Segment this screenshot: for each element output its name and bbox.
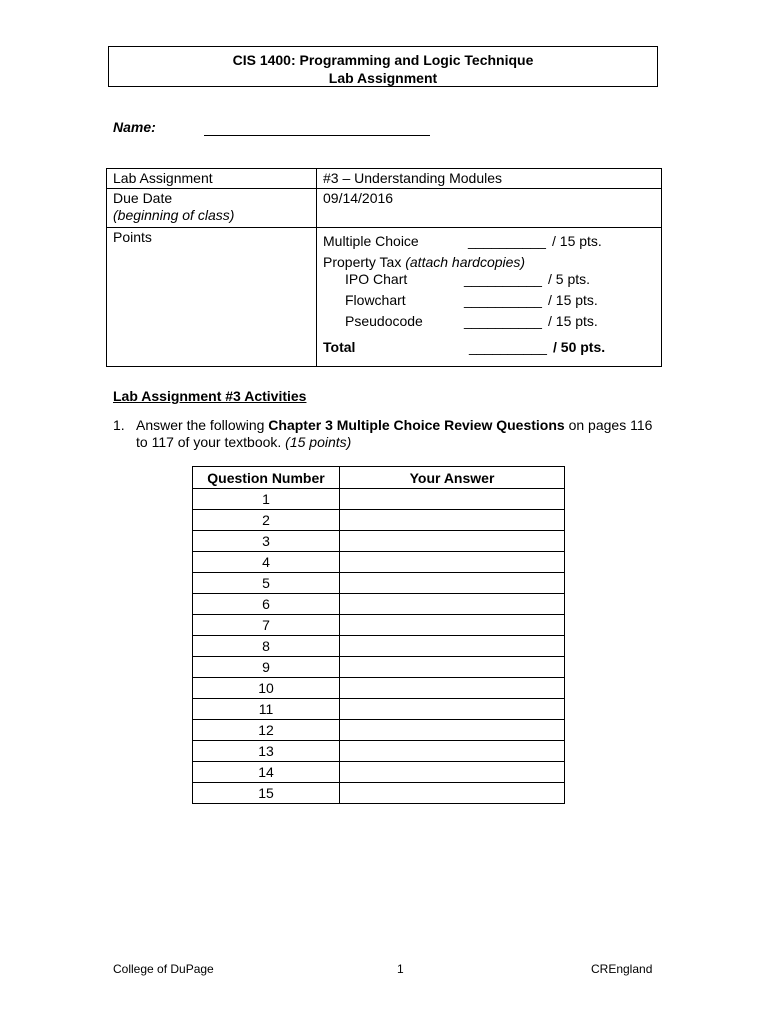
answer-cell[interactable]	[340, 531, 565, 552]
multiple-choice-blank: __________	[468, 233, 546, 249]
question-number-cell: 3	[193, 531, 340, 552]
footer-left: College of DuPage	[113, 962, 214, 976]
table-row	[193, 573, 565, 594]
document-subtitle: Lab Assignment	[328, 70, 438, 86]
answer-cell[interactable]	[340, 720, 565, 741]
points-cell	[317, 228, 662, 367]
question-number-cell: 5	[193, 573, 340, 594]
total-label: Total	[323, 339, 356, 355]
question-number-cell: 12	[193, 720, 340, 741]
table-row	[193, 720, 565, 741]
ipo-chart-score: / 5 pts.	[548, 271, 591, 287]
lab-assignment-value: #3 – Understanding Modules	[317, 169, 662, 189]
due-date-note: (beginning of class)	[113, 207, 235, 223]
property-tax-note: (attach hardcopies)	[405, 254, 526, 270]
table-header-row	[193, 467, 565, 489]
total-blank: __________	[469, 339, 547, 355]
question-number-cell: 11	[193, 699, 340, 720]
table-row	[193, 615, 565, 636]
flowchart-blank: __________	[464, 292, 542, 308]
due-date-cell	[107, 189, 317, 228]
answer-cell[interactable]	[340, 510, 565, 531]
due-date-label: Due Date	[113, 190, 173, 206]
instruction-post: on pages 116 to 117 of your textbook.	[136, 417, 653, 450]
answer-cell[interactable]	[340, 552, 565, 573]
question-number-cell: 13	[193, 741, 340, 762]
answer-cell[interactable]	[340, 678, 565, 699]
course-title: CIS 1400: Programming and Logic Technique	[232, 52, 534, 68]
table-row	[107, 228, 662, 367]
question-number-cell: 1	[193, 489, 340, 510]
instruction-points: (15 points)	[285, 434, 352, 450]
answer-cell[interactable]	[340, 657, 565, 678]
answer-cell[interactable]	[340, 615, 565, 636]
question-number-cell: 10	[193, 678, 340, 699]
ipo-chart-label: IPO Chart	[345, 271, 408, 287]
your-answer-header: Your Answer	[340, 467, 565, 489]
instruction-text	[136, 417, 658, 451]
points-label: Points	[107, 228, 317, 367]
property-tax-text: Property Tax	[323, 254, 406, 270]
answer-cell[interactable]	[340, 762, 565, 783]
question-number-cell: 6	[193, 594, 340, 615]
question-number-cell: 9	[193, 657, 340, 678]
pseudocode-label: Pseudocode	[345, 313, 423, 329]
due-date-value: 09/14/2016	[317, 189, 662, 228]
ipo-chart-blank: __________	[464, 271, 542, 287]
table-row	[193, 657, 565, 678]
table-row	[193, 762, 565, 783]
footer-right: CREngland	[591, 962, 653, 976]
instruction-item	[113, 417, 658, 451]
table-row	[107, 169, 662, 189]
table-row	[193, 594, 565, 615]
table-row	[193, 636, 565, 657]
question-number-cell: 15	[193, 783, 340, 804]
pseudocode-blank: __________	[464, 313, 542, 329]
footer-page-number: 1	[397, 962, 404, 976]
pseudocode-score: / 15 pts.	[548, 313, 598, 329]
points-row-multiple-choice	[323, 231, 655, 252]
instruction-bold: Chapter 3 Multiple Choice Review Questions	[268, 417, 565, 433]
question-number-cell: 14	[193, 762, 340, 783]
question-number-cell: 8	[193, 636, 340, 657]
table-row	[193, 783, 565, 804]
multiple-choice-label: Multiple Choice	[323, 233, 419, 249]
info-table	[106, 168, 662, 367]
table-row	[193, 741, 565, 762]
table-row	[193, 510, 565, 531]
points-row-ipo-chart	[323, 269, 655, 290]
points-row-total	[323, 337, 655, 358]
question-number-header: Question Number	[193, 467, 340, 489]
question-number-cell: 2	[193, 510, 340, 531]
points-row-flowchart	[323, 290, 655, 311]
question-number-cell: 4	[193, 552, 340, 573]
table-row	[193, 699, 565, 720]
table-row	[193, 678, 565, 699]
points-row-pseudocode	[323, 311, 655, 332]
name-label: Name:	[113, 119, 156, 135]
answer-cell[interactable]	[340, 573, 565, 594]
flowchart-label: Flowchart	[345, 292, 406, 308]
answer-cell[interactable]	[340, 741, 565, 762]
answer-cell[interactable]	[340, 489, 565, 510]
table-row	[193, 552, 565, 573]
flowchart-score: / 15 pts.	[548, 292, 598, 308]
question-number-cell: 7	[193, 615, 340, 636]
total-score: / 50 pts.	[553, 339, 606, 355]
answer-cell[interactable]	[340, 783, 565, 804]
answer-cell[interactable]	[340, 594, 565, 615]
table-row	[193, 531, 565, 552]
answer-table-body	[193, 489, 565, 804]
name-line	[204, 135, 430, 136]
table-row	[193, 489, 565, 510]
answer-cell[interactable]	[340, 699, 565, 720]
title-box	[108, 46, 658, 87]
instruction-number: 1.	[113, 417, 125, 433]
multiple-choice-score: / 15 pts.	[552, 233, 602, 249]
activities-heading: Lab Assignment #3 Activities	[113, 388, 307, 404]
table-row	[107, 189, 662, 228]
instruction-pre: Answer the following	[136, 417, 269, 433]
lab-assignment-label: Lab Assignment	[107, 169, 317, 189]
answer-cell[interactable]	[340, 636, 565, 657]
answer-table	[192, 466, 565, 804]
